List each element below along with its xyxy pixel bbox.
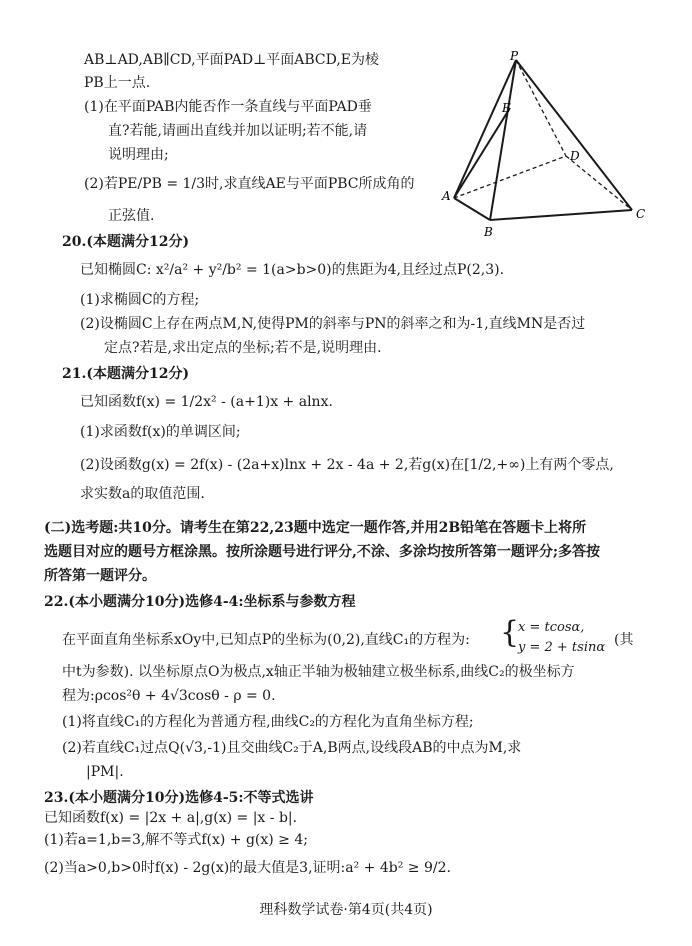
q19-line-1: AB⊥AD,AB∥CD,平面PAD⊥平面ABCD,E为棱 — [84, 52, 380, 68]
q22-title: 22.(本小题满分10分)选修4-4:坐标系与参数方程 — [44, 594, 356, 610]
q19-line-4: 直?若能,请画出直线并加以证明;若不能,请 — [108, 123, 368, 139]
label-d: D — [570, 149, 580, 163]
q22-line-4: (1)将直线C₁的方程化为普通方程,曲线C₂的方程化为直角坐标方程; — [62, 714, 474, 730]
q22-param-tail: (其 — [614, 632, 634, 648]
section2-line-1: (二)选考题:共10分。请考生在第22,23题中选定一题作答,并用2B铅笔在答题卡上将所 — [44, 520, 587, 536]
q21-line-1: 已知函数f(x) = 1/2x² - (a+1)x + alnx. — [80, 394, 333, 410]
label-a: A — [442, 189, 451, 203]
q19-line-2: PB上一点. — [84, 75, 151, 91]
q19-line-5: 说明理由; — [108, 147, 169, 163]
q21-line-4: 求实数a的取值范围. — [80, 486, 205, 502]
label-e: E — [502, 101, 511, 115]
q22-line-6: |PM|. — [86, 764, 124, 780]
label-p: P — [510, 49, 519, 63]
pyramid-figure — [432, 48, 654, 248]
q22-line-1: 在平面直角坐标系xOy中,已知点P的坐标为(0,2),直线C₁的方程为: — [62, 632, 470, 648]
label-b: B — [484, 225, 493, 239]
q21-title: 21.(本题满分12分) — [62, 366, 190, 382]
q21-line-3: (2)设函数g(x) = 2f(x) - (2a+x)lnx + 2x - 4a + 2,若g(x)在[1/2,+∞)上有两个零点, — [80, 457, 614, 473]
page-footer: 理科数学试卷·第4页(共4页) — [259, 902, 433, 918]
q21-line-2: (1)求函数f(x)的单调区间; — [80, 424, 241, 440]
q19-line-7: 正弦值. — [108, 208, 155, 224]
q19-line-6: (2)若PE/PB = 1/3时,求直线AE与平面PBC所成角的 — [84, 176, 415, 192]
q23-line-3: (2)当a>0,b>0时f(x) - 2g(x)的最大值是3,证明:a² + 4b² ≥ 9/2. — [44, 860, 451, 876]
section2-line-3: 所答第一题评分。 — [44, 568, 156, 584]
q22-line-2: 中t为参数). 以坐标原点O为极点,x轴正半轴为极轴建立极坐标系,曲线C₂的极坐标方 — [62, 664, 575, 680]
q23-line-2: (1)若a=1,b=3,解不等式f(x) + g(x) ≥ 4; — [44, 832, 308, 848]
q20-title: 20.(本题满分12分) — [62, 234, 190, 250]
q22-param-1: x = tcosα, — [518, 620, 585, 635]
q22-param-brace: { — [500, 615, 520, 650]
q22-line-5: (2)若直线C₁过点Q(√3,-1)且交曲线C₂于A,B两点,设线段AB的中点为M,求 — [62, 740, 522, 756]
q20-line-4: 定点?若是,求出定点的坐标;若不是,说明理由. — [104, 340, 382, 356]
q20-line-2: (1)求椭圆C的方程; — [80, 292, 200, 308]
q20-line-3: (2)设椭圆C上存在两点M,N,使得PM的斜率与PN的斜率之和为-1,直线MN是否过 — [80, 316, 586, 332]
section2-line-2: 选题目对应的题号方框涂黑。按所涂题号进行评分,不涂、多涂均按所答第一题评分;多答按 — [44, 544, 601, 560]
q22-param-2: y = 2 + tsinα — [518, 640, 606, 655]
q22-line-3: 程为:ρcos²θ + 4√3cosθ - ρ = 0. — [62, 688, 276, 704]
label-c: C — [636, 207, 646, 221]
q19-line-3: (1)在平面PAB内能否作一条直线与平面PAD垂 — [84, 99, 372, 115]
q23-line-1: 已知函数f(x) = |2x + a|,g(x) = |x - b|. — [44, 810, 298, 826]
q23-title: 23.(本小题满分10分)选修4-5:不等式选讲 — [44, 790, 314, 806]
q20-line-1: 已知椭圆C: x²/a² + y²/b² = 1(a>b>0)的焦距为4,且经过点P(2,3). — [80, 262, 505, 278]
